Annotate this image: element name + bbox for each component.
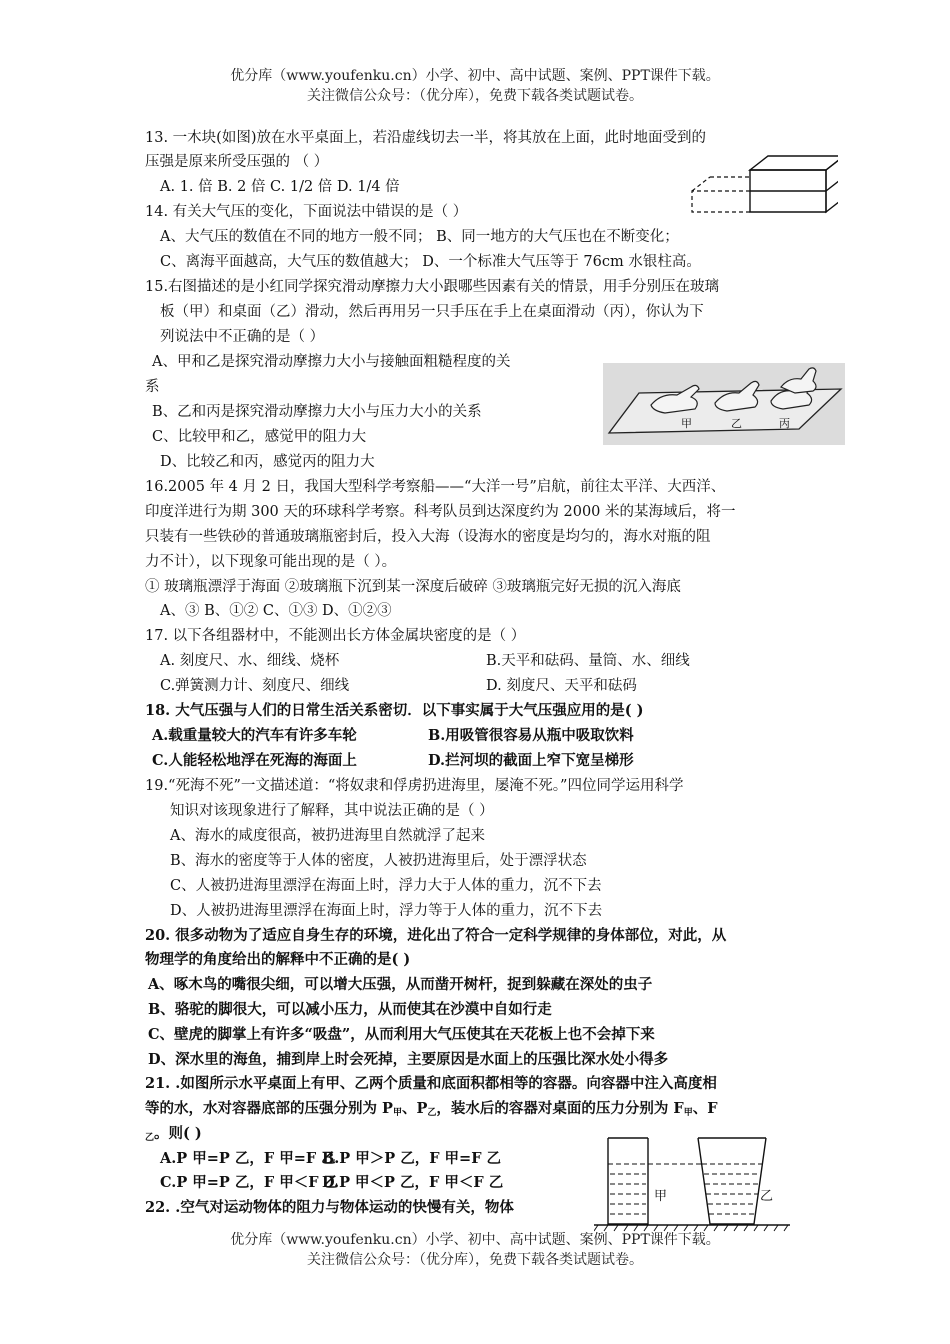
q21-option-c: C.P 甲=P 乙，F 甲＜F 乙 [160, 1174, 339, 1191]
q13-line-2: 压强是原来所受压强的 （ ） [145, 154, 329, 170]
q15-option-b: B、乙和丙是探究滑动摩擦力大小与压力大小的关系 [152, 404, 482, 420]
footer-line-2: 关注微信公众号：（优分库），免费下载各类试题试卷。 [307, 1252, 643, 1268]
q17-option-d: D. 刻度尺、天平和砝码 [486, 678, 637, 694]
q19-line-2: 知识对该现象进行了解释，其中说法正确的是（ ） [170, 803, 494, 819]
q19-option-d: D、人被扔进海里漂浮在海面上时，浮力等于人体的重力，沉不下去 [170, 903, 603, 919]
q21-line-1: 21. .如图所示水平桌面上有甲、乙两个质量和底面积都相等的容器。向容器中注入高度相 [145, 1075, 717, 1092]
q15-option-a-cont: 系 [145, 379, 160, 395]
q13-wood-block-figure [688, 150, 838, 216]
container-jia [608, 1138, 648, 1224]
q15-line-3: 列说法中不正确的是（ ） [160, 329, 325, 345]
q16-options: A、③ B、①② C、①③ D、①②③ [160, 603, 392, 619]
q21-option-b: B.P 甲＞P 乙，F 甲=F 乙 [322, 1150, 502, 1167]
q20-option-d: D、深水里的海鱼，捕到岸上时会死掉，主要原因是水面上的压强比深水处小得多 [148, 1051, 669, 1068]
q17-option-a: A. 刻度尺、水、细线、烧杯 [160, 653, 340, 669]
q20-option-c: C、壁虎的脚掌上有许多“吸盘”，从而利用大气压使其在天花板上也不会掉下来 [148, 1026, 655, 1043]
block-top-face [750, 156, 838, 170]
q13-line-1: 13. 一木块(如图)放在水平桌面上，若沿虚线切去一半，将其放在上面，此时地面受到的 [145, 130, 706, 146]
fig-label-bing: 丙 [779, 417, 790, 430]
q18-option-a: A.载重量较大的汽车有许多车轮 [152, 727, 357, 744]
q17-option-c: C.弹簧测力计、刻度尺、细线 [160, 678, 350, 694]
q20-option-b: B、骆驼的脚很大，可以减小压力，从而使其在沙漠中自如行走 [148, 1001, 552, 1018]
q14-options-ab: A、大气压的数值在不同的地方一般不同； B、同一地方的大气压也在不断变化； [160, 229, 679, 245]
q19-option-a: A、海水的咸度很高，被扔进海里自然就浮了起来 [170, 828, 485, 844]
q15-line-1: 15.右图描述的是小红同学探究滑动摩擦力大小跟哪些因素有关的情景，用手分别压在玻璃 [145, 279, 720, 295]
q16-line-3: 只装有一些铁砂的普通玻璃瓶密封后，投入大海（设海水的密度是均匀的，海水对瓶的阻 [145, 529, 711, 545]
container-yi [698, 1138, 766, 1224]
q22-line-1: 22. .空气对运动物体的阻力与物体运动的快慢有关，物体 [145, 1199, 514, 1216]
q20-line-2: 物理学的角度给出的解释中不正确的是( ) [145, 951, 411, 968]
q16-line-5: ① 玻璃瓶漂浮于海面 ②玻璃瓶下沉到某一深度后破碎 ③玻璃瓶完好无损的沉入海底 [145, 579, 681, 595]
q21-line-3: $_乙$。则( ) [145, 1125, 202, 1143]
q16-line-1: 16.2005 年 4 月 2 日，我国大型科学考察船——“大洋一号”启航，前往太平洋、大西洋、 [145, 479, 726, 495]
q14-options-cd: C、离海平面越高，大气压的数值越大； D、一个标准大气压等于 76cm 水银柱高。 [160, 254, 701, 270]
q18-option-b: B.用吸管很容易从瓶中吸取饮料 [428, 727, 634, 744]
q19-line-1: 19.“死海不死”一文描述道：“将奴隶和俘虏扔进海里，屡淹不死。”四位同学运用科学 [145, 778, 684, 794]
q21-line-2: 等的水，水对容器底部的压强分别为 $P_甲$、$P_乙$，装水后的容器对桌面的压力分别为 $F_甲$、F [145, 1100, 718, 1118]
q20-option-a: A、啄木鸟的嘴很尖细，可以增大压强，从而凿开树杆，捉到躲藏在深处的虫子 [148, 976, 653, 993]
q15-option-c: C、比较甲和乙，感觉甲的阻力大 [152, 429, 367, 445]
q18-option-c: C.人能轻松地浮在死海的海面上 [152, 752, 357, 769]
q15-line-2: 板（甲）和桌面（乙）滑动，然后再用另一只手压在手上在桌面滑动（丙），你认为下 [160, 304, 704, 320]
q13-options: A. 1. 倍 B. 2 倍 C. 1/2 倍 D. 1/4 倍 [160, 179, 400, 195]
q15-option-d: D、比较乙和丙，感觉丙的阻力大 [160, 454, 375, 470]
fig-label-yi: 乙 [731, 417, 742, 430]
q16-line-2: 印度洋进行为期 300 天的环球科学考察。科考队员到达深度约为 2000 米的某海域后，将一 [145, 504, 736, 520]
q15-hands-figure [603, 363, 845, 445]
label-jia: 甲 [654, 1189, 668, 1204]
header-line-1: 优分库（www.youfenku.cn）小学、初中、高中试题、案例、PPT课件下载。 [230, 68, 720, 84]
q17-line-1: 17. 以下各组器材中，不能测出长方体金属块密度的是（ ） [145, 628, 526, 644]
q14-line-1: 14. 有关大气压的变化，下面说法中错误的是（ ） [145, 204, 468, 220]
q21-containers-figure [594, 1128, 794, 1232]
q20-line-1: 20. 很多动物为了适应自身生存的环境，进化出了符合一定科学规律的身体部位，对此，从 [145, 927, 727, 944]
q16-line-4: 力不计），以下现象可能出现的是（ ）。 [145, 554, 397, 570]
q15-option-a: A、甲和乙是探究滑动摩擦力大小与接触面粗糙程度的关 [152, 354, 511, 370]
block-side-face [826, 156, 838, 212]
q19-option-b: B、海水的密度等于人体的密度，人被扔进海里后，处于漂浮状态 [170, 853, 587, 869]
q21-option-d: D.P 甲＜P 乙，F 甲＜F 乙 [322, 1174, 504, 1191]
header-line-2: 关注微信公众号：（优分库），免费下载各类试题试卷。 [307, 88, 643, 104]
q17-option-b: B.天平和砝码、量筒、水、细线 [486, 653, 690, 669]
q19-option-c: C、人被扔进海里漂浮在海面上时，浮力大于人体的重力，沉不下去 [170, 878, 602, 894]
label-yi: 乙 [760, 1189, 774, 1204]
fig-label-jia: 甲 [681, 417, 692, 430]
q18-line-1: 18. 大气压强与人们的日常生活关系密切．以下事实属于大气压强应用的是( ) [145, 702, 644, 719]
q21-option-a: A.P 甲=P 乙，F 甲=F 乙 [160, 1150, 336, 1167]
cut-half-outline [692, 191, 750, 212]
footer-line-1: 优分库（www.youfenku.cn）小学、初中、高中试题、案例、PPT课件下载。 [230, 1232, 720, 1248]
q18-option-d: D.拦河坝的截面上窄下宽呈梯形 [428, 752, 634, 769]
